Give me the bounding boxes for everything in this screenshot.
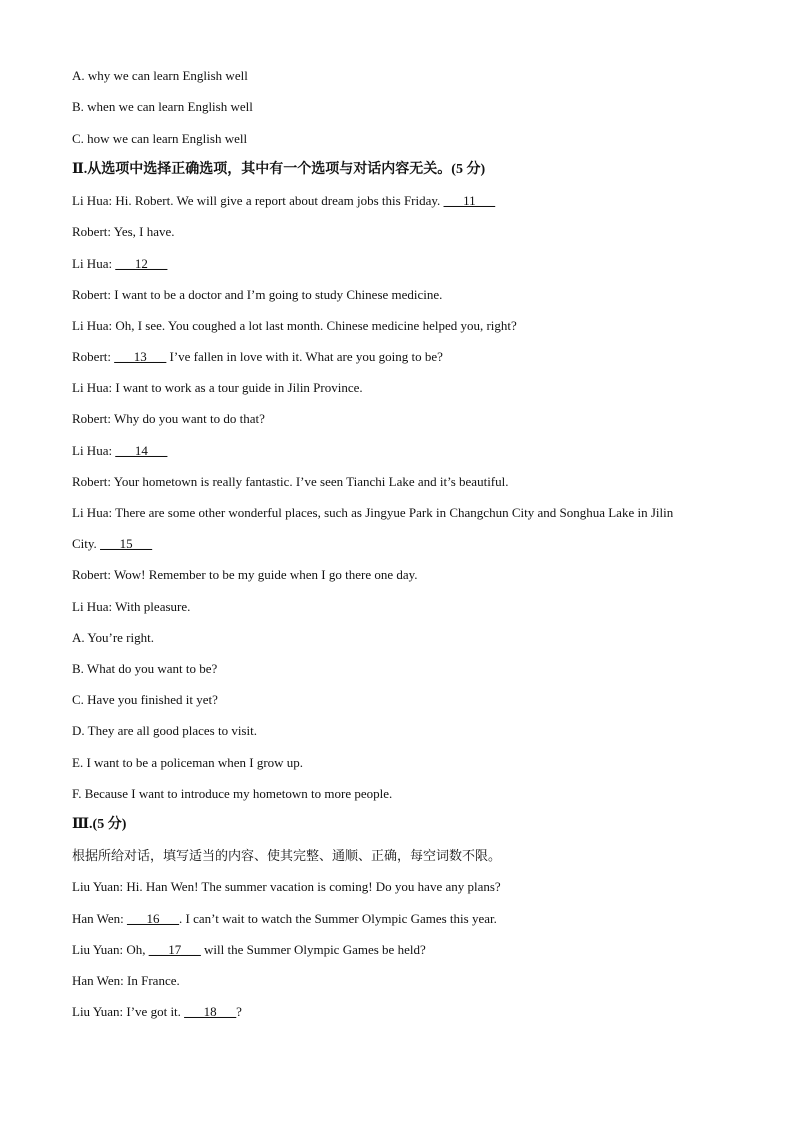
blank-14: ___14___ — [115, 443, 168, 458]
dialogue-line — [72, 287, 734, 303]
line-text: Robert: Yes, I have. — [72, 224, 175, 239]
blank-13: ___13___ — [114, 349, 167, 364]
q10-option-c: C. how we can learn English well — [72, 131, 248, 146]
blank-18: ___18___ — [184, 1004, 237, 1019]
line-text: Li Hua: There are some other wonderful places, such as Jingyue Park in Changchun City and Songhua Lake in Jilin — [72, 505, 674, 520]
blank-15: ___15___ — [100, 536, 153, 551]
line-text: Liu Yuan: Oh, — [72, 942, 149, 957]
line-text: Liu Yuan: I’ve got it. — [72, 1004, 185, 1019]
line-text: I’ve fallen in love with it. What are you going to be? — [166, 349, 443, 364]
line-text: Li Hua: With pleasure. — [72, 599, 191, 614]
dialogue-line — [72, 942, 734, 958]
option-a: A. You’re right. — [72, 630, 154, 645]
dialogue-line — [72, 599, 734, 615]
line-text: Li Hua: I want to work as a tour guide in Jilin Province. — [72, 380, 363, 395]
dialogue-line — [72, 505, 734, 521]
dialogue-line — [72, 256, 734, 272]
option-e: E. I want to be a policeman when I grow up. — [72, 755, 304, 770]
line-text: Han Wen: — [72, 911, 128, 926]
option-b: B. What do you want to be? — [72, 661, 218, 676]
dialogue-line — [72, 380, 734, 396]
dialogue-line — [72, 349, 734, 365]
line-text: Li Hua: Oh, I see. You coughed a lot last month. Chinese medicine helped you, right? — [72, 318, 517, 333]
line-text: Robert: Your hometown is really fantastic. I’ve seen Tianchi Lake and it’s beautiful. — [72, 474, 509, 489]
line-text: Liu Yuan: Hi. Han Wen! The summer vacation is coming! Do you have any plans? — [72, 879, 501, 894]
blank-11: ___11___ — [443, 193, 496, 208]
option-c: C. Have you finished it yet? — [72, 692, 218, 707]
line-text: Li Hua: — [72, 256, 116, 271]
dialogue-line — [72, 879, 734, 895]
line-text: Robert: — [72, 349, 115, 364]
line-text: will the Summer Olympic Games be held? — [200, 942, 426, 957]
line-text: Robert: I want to be a doctor and I’m going to study Chinese medicine. — [72, 287, 443, 302]
section-2-heading: Ⅱ.从选项中选择正确选项，其中有一个选项与对话内容无关。(5 分) — [72, 162, 486, 177]
line-text: Li Hua: — [72, 443, 116, 458]
q10-option-a: A. why we can learn English well — [72, 68, 248, 83]
blank-17: ___17___ — [148, 942, 201, 957]
q10-option-b: B. when we can learn English well — [72, 99, 253, 114]
dialogue-line — [72, 443, 734, 459]
dialogue-line — [72, 567, 734, 583]
line-text: Han Wen: In France. — [72, 973, 180, 988]
line-text: ? — [236, 1004, 242, 1019]
section-3-heading: Ⅲ.(5 分) — [72, 817, 127, 832]
dialogue-line — [72, 474, 734, 490]
option-d: D. They are all good places to visit. — [72, 723, 257, 738]
section-3-instruction: 根据所给对话，填写适当的内容、使其完整、通顺、正确，每空词数不限。 — [72, 848, 502, 863]
line-text: . I can’t wait to watch the Summer Olympic Games this year. — [179, 911, 497, 926]
dialogue-line — [72, 318, 734, 334]
option-f: F. Because I want to introduce my hometown to more people. — [72, 786, 393, 801]
dialogue-line — [72, 411, 734, 427]
line-text: Li Hua: Hi. Robert. We will give a report about dream jobs this Friday. — [72, 193, 444, 208]
line-text: City. — [72, 536, 101, 551]
line-text: Robert: Wow! Remember to be my guide when I go there one day. — [72, 567, 418, 582]
blank-16: ___16___ — [127, 911, 180, 926]
dialogue-line — [72, 193, 734, 209]
dialogue-line — [72, 1004, 734, 1020]
dialogue-line — [72, 973, 734, 989]
dialogue-line — [72, 536, 734, 552]
blank-12: ___12___ — [115, 256, 168, 271]
dialogue-line — [72, 224, 734, 240]
dialogue-line — [72, 911, 734, 927]
line-text: Robert: Why do you want to do that? — [72, 411, 265, 426]
